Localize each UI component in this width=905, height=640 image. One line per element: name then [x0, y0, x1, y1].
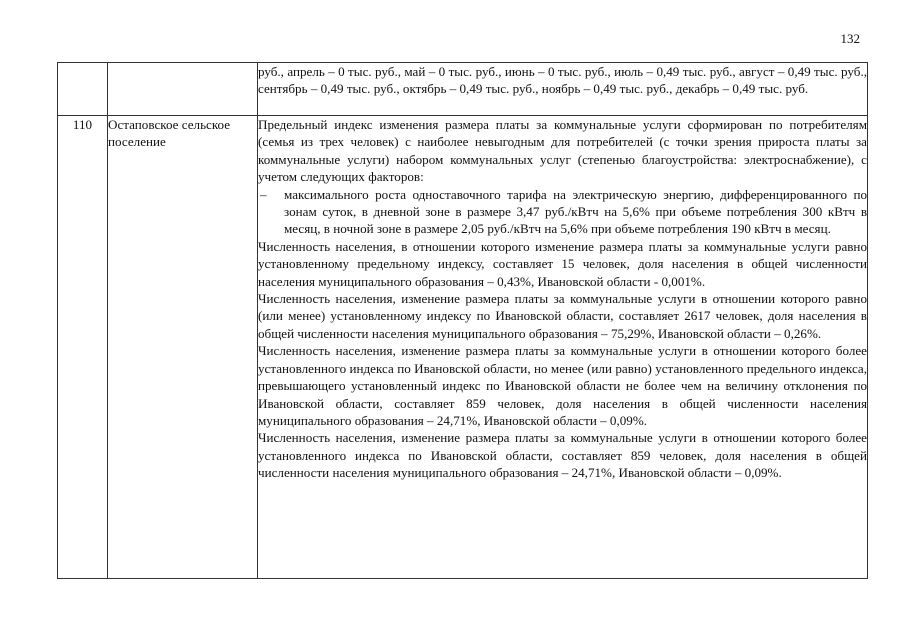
table-row [58, 116, 868, 579]
municipality-name-cell: Остаповское сельское поселение [108, 116, 258, 579]
paragraph: Численность населения, изменение размера платы за коммунальные услуги в отношении которого более установленного индекса по Ивановской области, составляет 859 человек, доля населения в общей численности населения муниципального образования – 24,71%, Ивановской области – 0,09%. [258, 430, 867, 481]
paragraph: Численность населения, изменение размера платы за коммунальные услуги в отношении которого равно (или менее) установленному индексу по Ивановской области, составляет 2617 человек, доля населения в общей численности населения муниципального образования – 75,29%, Ивановской области – 0,26%. [258, 291, 867, 341]
municipal-index-table [57, 62, 868, 579]
row-number-cell: 110 [58, 116, 108, 579]
table-row [58, 63, 868, 116]
description-cell [258, 63, 868, 116]
row-number-cell [58, 63, 108, 116]
paragraph: Предельный индекс изменения размера платы за коммунальные услуги сформирован по потребителям (семья из трех человек) с наиболее невыгодным для потребителей (с точки зрения прироста платы за коммунальные услуги) набором коммунальных услуг (степенью благоустройства: электроснабжение), с учетом следующих факторов: [258, 117, 867, 185]
bullet-text: максимального роста одноставочного тарифа на электрическую энергию, дифференцированного по зонам суток, в дневной зоне в размере 3,47 руб./кВтч на 5,6% при объеме потребления 300 кВтч в месяц, в ночной зоне в размере 2,05 руб./кВтч на 5,6% при объеме потребления 190 кВтч в месяц. [284, 186, 867, 237]
paragraph: Численность населения, в отношении которого изменение размера платы за коммунальные услуги равно установленному предельному индексу, составляет 15 человек, доля населения в общей численности населения муниципального образования – 0,43%, Ивановской области - 0,001%. [258, 238, 867, 289]
bullet-item [258, 186, 867, 238]
bullet-dash: – [260, 186, 267, 202]
paragraph: руб., апрель – 0 тыс. руб., май – 0 тыс. руб., июнь – 0 тыс. руб., июль – 0,49 тыс. руб., август – 0,49 тыс. руб., сентябрь – 0,49 тыс. руб., октябрь – 0,49 тыс. руб., ноябрь – 0,49 тыс. руб., декабрь – 0,49 тыс. руб. [258, 64, 867, 97]
paragraph: Численность населения, изменение размера платы за коммунальные услуги в отношении которого более установленного индекса по Ивановской области, но менее (или равно) установленного предельного индекса, превышающего установленный индекс по Ивановской области не более чем на величину отклонения по Ивановской области, составляет 859 человек, доля населения в общей численности населения муниципального образования – 24,71%, Ивановской области – 0,09%. [258, 343, 867, 428]
municipality-name-cell [108, 63, 258, 116]
description-cell [258, 116, 868, 579]
page-number: 132 [840, 31, 860, 46]
